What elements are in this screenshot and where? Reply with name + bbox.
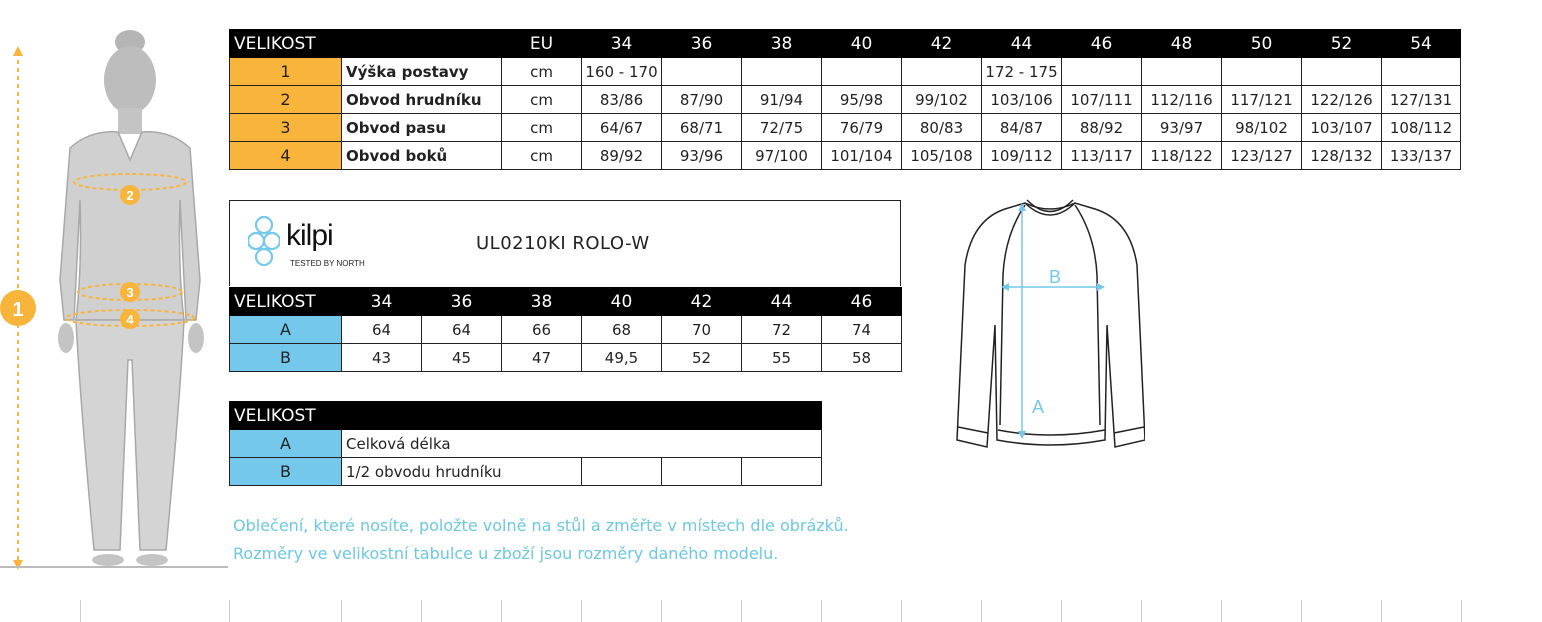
header-size: 34 [582,30,662,58]
table-cell: 123/127 [1222,142,1302,170]
table-cell: 66 [502,316,582,344]
table-cell: 72/75 [742,114,822,142]
instruction-note: Oblečení, které nosíte, položte volně na stůl a změřte v místech dle obrázků. [233,516,849,535]
table-cell: 103/106 [982,86,1062,114]
row-number: 4 [230,142,342,170]
product-size-table [229,287,902,372]
table-row [230,86,1461,114]
table-cell: 98/102 [1222,114,1302,142]
legend-description: Celková délka [342,430,822,458]
table-cell: 93/97 [1142,114,1222,142]
header-size: 52 [1302,30,1382,58]
product-header [229,200,901,286]
table-cell [742,58,822,86]
table-cell: 68/71 [662,114,742,142]
shirt-label-a: A [1032,397,1045,417]
row-label: B [230,458,342,486]
row-label: A [230,430,342,458]
legend-table-header [230,402,822,430]
header-size: 48 [1142,30,1222,58]
header-size: 50 [1222,30,1302,58]
table-row [230,430,822,458]
row-number: 2 [230,86,342,114]
header-size: 40 [582,288,662,316]
header-velikost: VELIKOST [230,30,502,58]
table-cell: 68 [582,316,662,344]
table-cell: 172 - 175 [982,58,1062,86]
table-row [230,142,1461,170]
table-cell [662,58,742,86]
header-size: 42 [662,288,742,316]
header-size: 44 [742,288,822,316]
table-cell: 95/98 [822,86,902,114]
table-row [230,458,822,486]
table-cell [662,458,742,486]
row-unit: cm [502,86,582,114]
product-table-header [230,288,902,316]
table-row [230,58,1461,86]
header-size: 40 [822,30,902,58]
header-size: 42 [902,30,982,58]
shirt-diagram [955,195,1145,460]
header-size: 38 [742,30,822,58]
table-cell: 118/122 [1142,142,1222,170]
table-row [230,344,902,372]
marker-2: 2 [126,188,134,203]
row-unit: cm [502,142,582,170]
model-note: Rozměry ve velikostní tabulce u zboží jsou rozměry daného modelu. [233,544,779,563]
table-cell [902,58,982,86]
table-cell: 99/102 [902,86,982,114]
table-cell: 80/83 [902,114,982,142]
table-cell: 108/112 [1382,114,1461,142]
table-cell: 45 [422,344,502,372]
table-cell: 64 [422,316,502,344]
table-cell: 128/132 [1302,142,1382,170]
table-cell [1222,58,1302,86]
header-size: 36 [662,30,742,58]
table-cell: 93/96 [662,142,742,170]
table-cell: 101/104 [822,142,902,170]
table-cell: 83/86 [582,86,662,114]
table-cell [822,58,902,86]
table-cell [1382,58,1461,86]
table-cell: 49,5 [582,344,662,372]
table-cell: 91/94 [742,86,822,114]
table-cell: 70 [662,316,742,344]
table-cell: 160 - 170 [582,58,662,86]
header-size: 38 [502,288,582,316]
row-number: 1 [230,58,342,86]
header-size: 34 [342,288,422,316]
shirt-label-b: B [1049,267,1062,287]
table-cell: 64 [342,316,422,344]
table-cell: 117/121 [1222,86,1302,114]
legend-table [229,401,822,486]
row-label: Obvod hrudníku [342,86,502,114]
table-cell [582,458,662,486]
table-cell [742,458,822,486]
table-cell: 109/112 [982,142,1062,170]
row-number: 3 [230,114,342,142]
header-velikost: VELIKOST [230,402,822,430]
table-cell: 107/111 [1062,86,1142,114]
row-label: Obvod boků [342,142,502,170]
table-cell: 58 [822,344,902,372]
header-size: 36 [422,288,502,316]
table-cell: 64/67 [582,114,662,142]
marker-3: 3 [126,285,134,300]
table-cell: 133/137 [1382,142,1461,170]
table-cell: 47 [502,344,582,372]
table-cell: 103/107 [1302,114,1382,142]
header-velikost: VELIKOST [230,288,342,316]
row-unit: cm [502,58,582,86]
table-cell: 76/79 [822,114,902,142]
table-cell: 122/126 [1302,86,1382,114]
table-cell: 74 [822,316,902,344]
table-cell: 87/90 [662,86,742,114]
table-cell: 84/87 [982,114,1062,142]
table-cell: 113/117 [1062,142,1142,170]
row-label: Obvod pasu [342,114,502,142]
kilpi-knot-icon [248,211,280,271]
table-cell [1142,58,1222,86]
header-size: 46 [1062,30,1142,58]
table-cell [1062,58,1142,86]
table-cell: 112/116 [1142,86,1222,114]
row-label: B [230,344,342,372]
size-table [229,29,1461,170]
table-cell: 88/92 [1062,114,1142,142]
header-eu: EU [502,30,582,58]
table-cell: 43 [342,344,422,372]
marker-4: 4 [126,312,134,327]
table-row [230,114,1461,142]
table-cell: 72 [742,316,822,344]
header-size: 46 [822,288,902,316]
table-cell: 97/100 [742,142,822,170]
table-cell: 55 [742,344,822,372]
table-cell: 52 [662,344,742,372]
table-cell: 127/131 [1382,86,1461,114]
table-cell: 105/108 [902,142,982,170]
table-cell [1302,58,1382,86]
row-label: A [230,316,342,344]
size-table-header [230,30,1461,58]
marker-1: 1 [12,299,24,321]
table-cell: 89/92 [582,142,662,170]
brand-tagline: TESTED BY NORTH [290,259,365,268]
row-label: Výška postavy [342,58,502,86]
header-size: 44 [982,30,1062,58]
product-code: UL0210KI ROLO-W [476,233,650,254]
bottom-grid [0,600,1542,622]
brand-logo: kilpi [286,219,333,252]
legend-description: 1/2 obvodu hrudníku [342,458,582,486]
header-size: 54 [1382,30,1461,58]
row-unit: cm [502,114,582,142]
body-measurement-figure [0,20,230,575]
table-row [230,316,902,344]
